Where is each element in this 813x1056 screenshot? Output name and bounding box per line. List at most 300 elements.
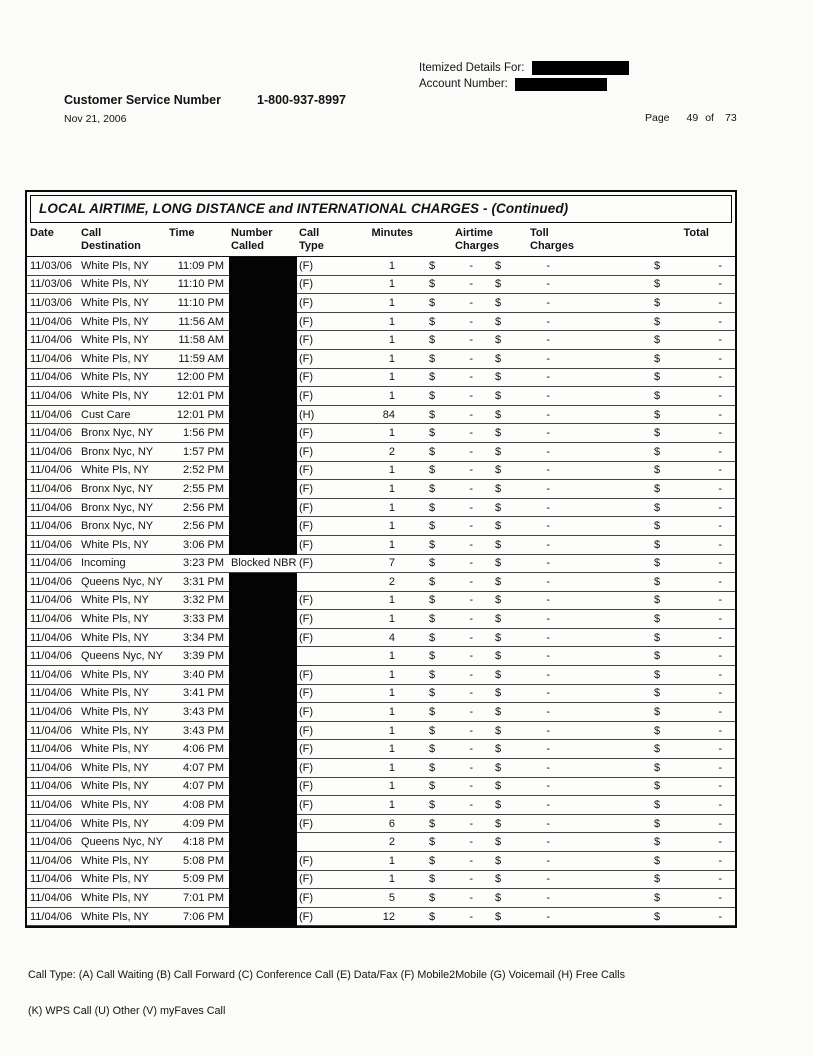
cell-call-destination: White Pls, NY bbox=[79, 907, 167, 926]
cell-total bbox=[572, 666, 735, 685]
cell-total bbox=[572, 777, 735, 796]
cell-airtime-charges bbox=[417, 517, 487, 536]
cell-airtime-charges bbox=[417, 535, 487, 554]
cell-call-type: (F) bbox=[297, 461, 339, 480]
cell-date: 11/04/06 bbox=[27, 461, 79, 480]
amount-value: - bbox=[469, 427, 473, 440]
currency-symbol: $ bbox=[495, 594, 502, 607]
amount-value: - bbox=[718, 259, 722, 272]
amount-value: - bbox=[718, 873, 722, 886]
cell-date: 11/04/06 bbox=[27, 721, 79, 740]
toll-charge bbox=[487, 818, 572, 830]
cell-total bbox=[572, 684, 735, 703]
toll-charge bbox=[487, 687, 572, 699]
currency-symbol: $ bbox=[654, 724, 661, 737]
airtime-charge bbox=[417, 855, 487, 867]
table-row bbox=[27, 349, 735, 368]
amount-value: - bbox=[469, 631, 473, 644]
amount-value: - bbox=[546, 743, 550, 756]
currency-symbol: $ bbox=[495, 278, 502, 291]
cell-call-type: (F) bbox=[297, 294, 339, 313]
cell-call-destination: Bronx Nyc, NY bbox=[79, 424, 167, 443]
total-charge bbox=[572, 427, 735, 439]
airtime-charge bbox=[417, 260, 487, 272]
total-charge bbox=[572, 464, 735, 476]
currency-symbol: $ bbox=[495, 631, 502, 644]
cell-airtime-charges bbox=[417, 852, 487, 871]
cell-number-called-redacted bbox=[229, 498, 297, 517]
cell-call-type: (F) bbox=[297, 331, 339, 350]
col-header-call-type bbox=[297, 223, 339, 257]
amount-value: - bbox=[546, 371, 550, 384]
cell-call-type: (F) bbox=[297, 889, 339, 908]
airtime-charge bbox=[417, 669, 487, 681]
amount-value: - bbox=[718, 613, 722, 626]
amount-value: - bbox=[546, 482, 550, 495]
currency-symbol: $ bbox=[429, 594, 436, 607]
amount-value: - bbox=[718, 538, 722, 551]
table-row bbox=[27, 889, 735, 908]
cell-number-called-redacted bbox=[229, 833, 297, 852]
currency-symbol: $ bbox=[654, 464, 661, 477]
cell-total bbox=[572, 907, 735, 926]
currency-symbol: $ bbox=[429, 482, 436, 495]
cell-total bbox=[572, 889, 735, 908]
currency-symbol: $ bbox=[429, 464, 436, 477]
cell-number-called-redacted bbox=[229, 461, 297, 480]
currency-symbol: $ bbox=[495, 724, 502, 737]
cell-date: 11/04/06 bbox=[27, 610, 79, 629]
currency-symbol: $ bbox=[429, 668, 436, 681]
total-charge bbox=[572, 780, 735, 792]
amount-value: - bbox=[718, 501, 722, 514]
total-charge bbox=[572, 799, 735, 811]
cell-call-destination: White Pls, NY bbox=[79, 591, 167, 610]
cell-total bbox=[572, 759, 735, 778]
col-header-text: Minutes bbox=[371, 227, 413, 239]
cell-call-type: (F) bbox=[297, 721, 339, 740]
page-label: Page bbox=[645, 112, 670, 124]
cell-total bbox=[572, 796, 735, 815]
cell-time: 11:59 AM bbox=[167, 349, 229, 368]
total-charge bbox=[572, 725, 735, 737]
cell-number-called-redacted bbox=[229, 312, 297, 331]
airtime-charge bbox=[417, 353, 487, 365]
total-charge bbox=[572, 576, 735, 588]
table-row bbox=[27, 796, 735, 815]
cell-time: 3:43 PM bbox=[167, 703, 229, 722]
cell-total bbox=[572, 275, 735, 294]
amount-value: - bbox=[469, 259, 473, 272]
total-charge bbox=[572, 762, 735, 774]
cell-time: 7:06 PM bbox=[167, 907, 229, 926]
cell-call-type: (F) bbox=[297, 275, 339, 294]
call-table-body bbox=[27, 257, 735, 926]
cell-time: 2:55 PM bbox=[167, 480, 229, 499]
amount-value: - bbox=[546, 817, 550, 830]
cell-call-type bbox=[297, 833, 339, 852]
cell-toll-charges bbox=[487, 666, 572, 685]
toll-charge bbox=[487, 260, 572, 272]
total-charge bbox=[572, 334, 735, 346]
cell-date: 11/04/06 bbox=[27, 368, 79, 387]
amount-value: - bbox=[718, 557, 722, 570]
cell-date: 11/04/06 bbox=[27, 349, 79, 368]
toll-charge bbox=[487, 278, 572, 290]
airtime-charge bbox=[417, 780, 487, 792]
cell-number-called-redacted bbox=[229, 275, 297, 294]
cell-time: 4:06 PM bbox=[167, 740, 229, 759]
currency-symbol: $ bbox=[429, 799, 436, 812]
currency-symbol: $ bbox=[654, 594, 661, 607]
amount-value: - bbox=[718, 724, 722, 737]
cell-date: 11/04/06 bbox=[27, 405, 79, 424]
toll-charge bbox=[487, 483, 572, 495]
cell-call-destination: White Pls, NY bbox=[79, 294, 167, 313]
currency-symbol: $ bbox=[495, 482, 502, 495]
table-row bbox=[27, 610, 735, 629]
cell-call-type: (F) bbox=[297, 666, 339, 685]
currency-symbol: $ bbox=[495, 296, 502, 309]
cell-total bbox=[572, 368, 735, 387]
amount-value: - bbox=[718, 799, 722, 812]
cell-minutes: 7 bbox=[339, 554, 417, 573]
total-charge bbox=[572, 613, 735, 625]
currency-symbol: $ bbox=[429, 891, 436, 904]
cell-call-destination: White Pls, NY bbox=[79, 759, 167, 778]
total-charge bbox=[572, 873, 735, 885]
cell-call-type: (F) bbox=[297, 628, 339, 647]
currency-symbol: $ bbox=[654, 780, 661, 793]
cell-toll-charges bbox=[487, 591, 572, 610]
currency-symbol: $ bbox=[654, 706, 661, 719]
amount-value: - bbox=[469, 724, 473, 737]
amount-value: - bbox=[469, 854, 473, 867]
cell-airtime-charges bbox=[417, 331, 487, 350]
amount-value: - bbox=[718, 817, 722, 830]
charges-table bbox=[25, 190, 737, 928]
cell-call-type bbox=[297, 573, 339, 592]
cell-date: 11/04/06 bbox=[27, 647, 79, 666]
cell-call-destination: Cust Care bbox=[79, 405, 167, 424]
customer-service-line bbox=[64, 93, 346, 107]
airtime-charge bbox=[417, 799, 487, 811]
airtime-charge bbox=[417, 650, 487, 662]
cell-time: 11:10 PM bbox=[167, 275, 229, 294]
amount-value: - bbox=[546, 873, 550, 886]
cell-toll-charges bbox=[487, 759, 572, 778]
cell-number-called-redacted bbox=[229, 759, 297, 778]
table-row bbox=[27, 777, 735, 796]
toll-charge bbox=[487, 464, 572, 476]
cell-date: 11/04/06 bbox=[27, 703, 79, 722]
cell-total bbox=[572, 721, 735, 740]
cell-minutes: 1 bbox=[339, 368, 417, 387]
cell-number-called-redacted bbox=[229, 852, 297, 871]
cell-call-type: (F) bbox=[297, 554, 339, 573]
col-header-date bbox=[27, 223, 79, 257]
table-row bbox=[27, 833, 735, 852]
currency-symbol: $ bbox=[654, 613, 661, 626]
currency-symbol: $ bbox=[495, 799, 502, 812]
table-row bbox=[27, 684, 735, 703]
airtime-charge bbox=[417, 427, 487, 439]
currency-symbol: $ bbox=[654, 445, 661, 458]
col-header-text: Type bbox=[299, 240, 324, 252]
table-row bbox=[27, 368, 735, 387]
cell-number-called-redacted bbox=[229, 349, 297, 368]
cell-toll-charges bbox=[487, 796, 572, 815]
currency-symbol: $ bbox=[495, 427, 502, 440]
amount-value: - bbox=[718, 482, 722, 495]
total-charge bbox=[572, 706, 735, 718]
amount-value: - bbox=[469, 687, 473, 700]
cell-minutes: 1 bbox=[339, 610, 417, 629]
currency-symbol: $ bbox=[654, 668, 661, 681]
amount-value: - bbox=[718, 854, 722, 867]
cell-minutes: 1 bbox=[339, 294, 417, 313]
cell-call-destination: White Pls, NY bbox=[79, 461, 167, 480]
airtime-charge bbox=[417, 446, 487, 458]
col-header-toll-charges bbox=[487, 223, 575, 257]
cell-time: 3:32 PM bbox=[167, 591, 229, 610]
currency-symbol: $ bbox=[429, 352, 436, 365]
cell-minutes: 1 bbox=[339, 740, 417, 759]
table-title: LOCAL AIRTIME, LONG DISTANCE and INTERNATIONAL CHARGES - (Continued) bbox=[30, 195, 732, 223]
airtime-charge bbox=[417, 390, 487, 402]
cell-date: 11/04/06 bbox=[27, 498, 79, 517]
redacted-account-number bbox=[515, 78, 607, 91]
cell-minutes: 6 bbox=[339, 814, 417, 833]
cell-toll-charges bbox=[487, 257, 572, 276]
cell-airtime-charges bbox=[417, 889, 487, 908]
cell-time: 4:09 PM bbox=[167, 814, 229, 833]
cell-airtime-charges bbox=[417, 907, 487, 926]
amount-value: - bbox=[546, 427, 550, 440]
cell-time: 5:09 PM bbox=[167, 870, 229, 889]
cell-total bbox=[572, 740, 735, 759]
table-row bbox=[27, 628, 735, 647]
total-charge bbox=[572, 836, 735, 848]
cell-date: 11/04/06 bbox=[27, 331, 79, 350]
cell-time: 11:10 PM bbox=[167, 294, 229, 313]
cell-call-destination: White Pls, NY bbox=[79, 535, 167, 554]
airtime-charge bbox=[417, 371, 487, 383]
airtime-charge bbox=[417, 576, 487, 588]
cell-time: 12:00 PM bbox=[167, 368, 229, 387]
cell-date: 11/04/06 bbox=[27, 666, 79, 685]
amount-value: - bbox=[546, 296, 550, 309]
cell-airtime-charges bbox=[417, 777, 487, 796]
cell-total bbox=[572, 870, 735, 889]
cell-minutes: 1 bbox=[339, 349, 417, 368]
table-row bbox=[27, 759, 735, 778]
cell-date: 11/04/06 bbox=[27, 759, 79, 778]
currency-symbol: $ bbox=[495, 464, 502, 477]
cell-minutes: 1 bbox=[339, 777, 417, 796]
airtime-charge bbox=[417, 613, 487, 625]
cell-airtime-charges bbox=[417, 257, 487, 276]
cell-minutes: 1 bbox=[339, 257, 417, 276]
statement-date: Nov 21, 2006 bbox=[64, 113, 127, 125]
cell-call-type: (F) bbox=[297, 480, 339, 499]
col-header-text: Called bbox=[231, 240, 265, 252]
cell-airtime-charges bbox=[417, 814, 487, 833]
cell-time: 3:34 PM bbox=[167, 628, 229, 647]
amount-value: - bbox=[469, 482, 473, 495]
redacted-customer-name bbox=[532, 61, 629, 75]
currency-symbol: $ bbox=[429, 854, 436, 867]
cell-call-destination: White Pls, NY bbox=[79, 796, 167, 815]
cell-call-destination: Bronx Nyc, NY bbox=[79, 498, 167, 517]
cell-time: 11:09 PM bbox=[167, 257, 229, 276]
cell-airtime-charges bbox=[417, 554, 487, 573]
col-header-total bbox=[572, 223, 735, 257]
cell-total bbox=[572, 833, 735, 852]
amount-value: - bbox=[718, 575, 722, 588]
currency-symbol: $ bbox=[654, 873, 661, 886]
currency-symbol: $ bbox=[495, 501, 502, 514]
cell-number-called-redacted bbox=[229, 796, 297, 815]
toll-charge bbox=[487, 669, 572, 681]
table-row bbox=[27, 554, 735, 573]
cell-call-destination: White Pls, NY bbox=[79, 610, 167, 629]
cell-number-called-redacted bbox=[229, 740, 297, 759]
currency-symbol: $ bbox=[654, 891, 661, 904]
col-header-text: Charges bbox=[455, 240, 500, 252]
cell-call-destination: Queens Nyc, NY bbox=[79, 833, 167, 852]
table-row bbox=[27, 480, 735, 499]
toll-charge bbox=[487, 502, 572, 514]
cell-total bbox=[572, 852, 735, 871]
cell-minutes: 1 bbox=[339, 684, 417, 703]
currency-symbol: $ bbox=[654, 687, 661, 700]
cell-toll-charges bbox=[487, 349, 572, 368]
amount-value: - bbox=[718, 445, 722, 458]
amount-value: - bbox=[718, 650, 722, 663]
amount-value: - bbox=[718, 780, 722, 793]
cell-time: 4:07 PM bbox=[167, 777, 229, 796]
amount-value: - bbox=[546, 575, 550, 588]
cell-airtime-charges bbox=[417, 349, 487, 368]
account-info-block bbox=[419, 60, 629, 92]
table-row bbox=[27, 461, 735, 480]
airtime-charge bbox=[417, 892, 487, 904]
amount-value: - bbox=[546, 278, 550, 291]
toll-charge bbox=[487, 316, 572, 328]
cell-date: 11/04/06 bbox=[27, 777, 79, 796]
amount-value: - bbox=[546, 706, 550, 719]
toll-charge bbox=[487, 873, 572, 885]
cell-toll-charges bbox=[487, 628, 572, 647]
total-charge bbox=[572, 483, 735, 495]
currency-symbol: $ bbox=[429, 780, 436, 793]
amount-value: - bbox=[469, 278, 473, 291]
cell-number-called-redacted bbox=[229, 721, 297, 740]
cell-minutes: 1 bbox=[339, 796, 417, 815]
toll-charge bbox=[487, 911, 572, 923]
amount-value: - bbox=[546, 445, 550, 458]
cell-airtime-charges bbox=[417, 368, 487, 387]
col-header-text: Call bbox=[299, 227, 320, 239]
cell-call-destination: White Pls, NY bbox=[79, 852, 167, 871]
amount-value: - bbox=[718, 910, 722, 923]
airtime-charge bbox=[417, 502, 487, 514]
toll-charge bbox=[487, 297, 572, 309]
airtime-charge bbox=[417, 557, 487, 569]
cell-airtime-charges bbox=[417, 387, 487, 406]
cell-date: 11/04/06 bbox=[27, 852, 79, 871]
currency-symbol: $ bbox=[429, 315, 436, 328]
total-charge bbox=[572, 316, 735, 328]
table-row bbox=[27, 387, 735, 406]
cell-call-type: (F) bbox=[297, 312, 339, 331]
cell-minutes: 1 bbox=[339, 647, 417, 666]
currency-symbol: $ bbox=[429, 687, 436, 700]
amount-value: - bbox=[718, 631, 722, 644]
table-row bbox=[27, 424, 735, 443]
cell-toll-charges bbox=[487, 442, 572, 461]
currency-symbol: $ bbox=[429, 743, 436, 756]
amount-value: - bbox=[546, 613, 550, 626]
amount-value: - bbox=[546, 520, 550, 533]
cell-toll-charges bbox=[487, 368, 572, 387]
call-type-legend-line1: Call Type: (A) Call Waiting (B) Call Forward (C) Conference Call (E) Data/Fax (F) Mobile2Mobile (G) Voicemail (H) Free Calls bbox=[28, 969, 625, 981]
total-charge bbox=[572, 650, 735, 662]
cell-call-type bbox=[297, 647, 339, 666]
itemized-details-row bbox=[419, 60, 629, 76]
cell-time: 12:01 PM bbox=[167, 387, 229, 406]
currency-symbol: $ bbox=[654, 575, 661, 588]
currency-symbol: $ bbox=[495, 259, 502, 272]
table-row bbox=[27, 275, 735, 294]
airtime-charge bbox=[417, 297, 487, 309]
cell-number-called-redacted bbox=[229, 387, 297, 406]
amount-value: - bbox=[469, 296, 473, 309]
total-charge bbox=[572, 520, 735, 532]
cell-time: 3:33 PM bbox=[167, 610, 229, 629]
currency-symbol: $ bbox=[495, 891, 502, 904]
cell-date: 11/04/06 bbox=[27, 312, 79, 331]
toll-charge bbox=[487, 743, 572, 755]
amount-value: - bbox=[546, 687, 550, 700]
cell-call-type: (F) bbox=[297, 796, 339, 815]
currency-symbol: $ bbox=[429, 296, 436, 309]
airtime-charge bbox=[417, 762, 487, 774]
airtime-charge bbox=[417, 483, 487, 495]
cell-total bbox=[572, 349, 735, 368]
account-number-label: Account Number: bbox=[419, 78, 508, 90]
total-charge bbox=[572, 390, 735, 402]
amount-value: - bbox=[469, 557, 473, 570]
cell-call-destination: White Pls, NY bbox=[79, 703, 167, 722]
cell-airtime-charges bbox=[417, 684, 487, 703]
col-header-text: Call bbox=[81, 227, 102, 239]
col-header-number-called bbox=[229, 223, 297, 257]
cell-number-called-redacted bbox=[229, 777, 297, 796]
total-charge bbox=[572, 632, 735, 644]
table-row bbox=[27, 852, 735, 871]
cell-total bbox=[572, 461, 735, 480]
cell-number-called-redacted bbox=[229, 405, 297, 424]
cell-minutes: 1 bbox=[339, 312, 417, 331]
currency-symbol: $ bbox=[495, 761, 502, 774]
amount-value: - bbox=[546, 650, 550, 663]
call-detail-table bbox=[27, 223, 735, 926]
cell-call-destination: White Pls, NY bbox=[79, 387, 167, 406]
cell-number-called-redacted bbox=[229, 870, 297, 889]
toll-charge bbox=[487, 390, 572, 402]
